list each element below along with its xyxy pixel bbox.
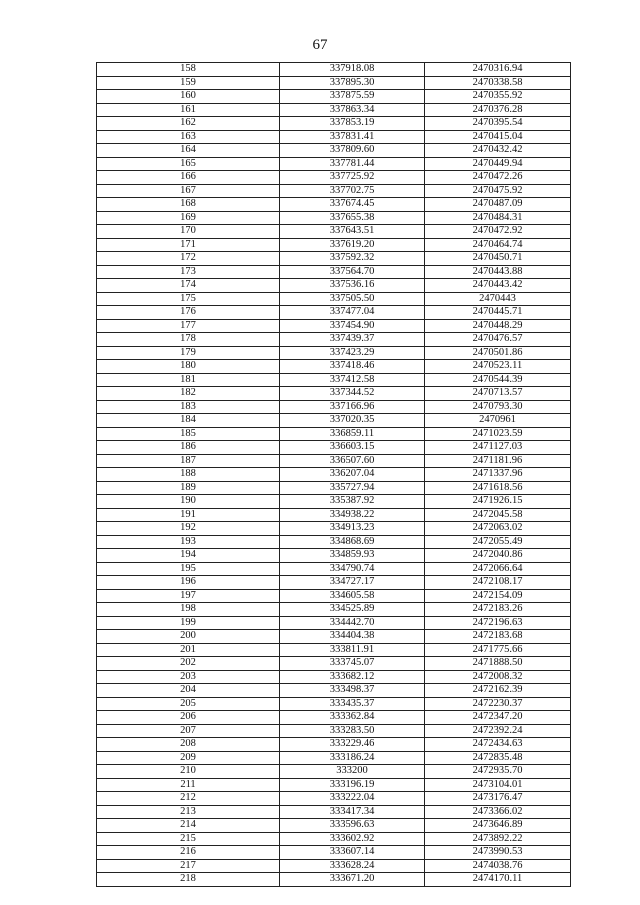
y-coordinate-cell: 2470415.04 [425,130,571,144]
y-coordinate-cell: 2471926.15 [425,495,571,509]
point-number-cell: 162 [97,117,280,131]
table-row [97,670,571,684]
table-row [97,333,571,347]
point-number-cell: 208 [97,738,280,752]
x-coordinate-cell: 337674.45 [280,198,425,212]
y-coordinate-cell: 2472347.20 [425,711,571,725]
point-number-cell: 202 [97,657,280,671]
table-row [97,360,571,374]
table-row [97,441,571,455]
y-coordinate-cell: 2472434.63 [425,738,571,752]
x-coordinate-cell: 337536.16 [280,279,425,293]
table-row [97,495,571,509]
y-coordinate-cell: 2474170.11 [425,873,571,887]
y-coordinate-cell: 2473366.02 [425,805,571,819]
table-row [97,265,571,279]
y-coordinate-cell: 2470501.86 [425,346,571,360]
x-coordinate-cell: 334913.23 [280,522,425,536]
x-coordinate-cell: 337725.92 [280,171,425,185]
x-coordinate-cell: 337781.44 [280,157,425,171]
point-number-cell: 206 [97,711,280,725]
y-coordinate-cell: 2470476.57 [425,333,571,347]
y-coordinate-cell: 2470376.28 [425,103,571,117]
table-row [97,198,571,212]
point-number-cell: 214 [97,819,280,833]
x-coordinate-cell: 336207.04 [280,468,425,482]
x-coordinate-cell: 334404.38 [280,630,425,644]
y-coordinate-cell: 2470448.29 [425,319,571,333]
table-row [97,225,571,239]
x-coordinate-cell: 337423.29 [280,346,425,360]
x-coordinate-cell: 334605.58 [280,589,425,603]
y-coordinate-cell: 2470472.92 [425,225,571,239]
y-coordinate-cell: 2471618.56 [425,481,571,495]
table-row [97,346,571,360]
x-coordinate-cell: 337592.32 [280,252,425,266]
x-coordinate-cell: 333682.12 [280,670,425,684]
y-coordinate-cell: 2473104.01 [425,778,571,792]
y-coordinate-cell: 2474038.76 [425,859,571,873]
point-number-cell: 198 [97,603,280,617]
y-coordinate-cell: 2471181.96 [425,454,571,468]
y-coordinate-cell: 2472040.86 [425,549,571,563]
point-number-cell: 201 [97,643,280,657]
table-row [97,751,571,765]
x-coordinate-cell: 337809.60 [280,144,425,158]
x-coordinate-cell: 337344.52 [280,387,425,401]
x-coordinate-cell: 337918.08 [280,63,425,77]
table-row [97,738,571,752]
point-number-cell: 217 [97,859,280,873]
table-row [97,832,571,846]
point-number-cell: 165 [97,157,280,171]
point-number-cell: 193 [97,535,280,549]
point-number-cell: 172 [97,252,280,266]
table-row [97,63,571,77]
point-number-cell: 174 [97,279,280,293]
table-row [97,117,571,131]
y-coordinate-cell: 2472183.68 [425,630,571,644]
x-coordinate-cell: 334727.17 [280,576,425,590]
y-coordinate-cell: 2470445.71 [425,306,571,320]
x-coordinate-cell: 333607.14 [280,846,425,860]
y-coordinate-cell: 2472055.49 [425,535,571,549]
point-number-cell: 211 [97,778,280,792]
point-number-cell: 168 [97,198,280,212]
point-number-cell: 178 [97,333,280,347]
y-coordinate-cell: 2470961 [425,414,571,428]
table-row [97,535,571,549]
y-coordinate-cell: 2470484.31 [425,211,571,225]
y-coordinate-cell: 2471127.03 [425,441,571,455]
point-number-cell: 159 [97,76,280,90]
table-row [97,211,571,225]
table-row [97,549,571,563]
y-coordinate-cell: 2471337.96 [425,468,571,482]
table-row [97,157,571,171]
table-row [97,805,571,819]
y-coordinate-cell: 2470713.57 [425,387,571,401]
point-number-cell: 182 [97,387,280,401]
table-row [97,427,571,441]
point-number-cell: 175 [97,292,280,306]
point-number-cell: 164 [97,144,280,158]
x-coordinate-cell: 333745.07 [280,657,425,671]
y-coordinate-cell: 2473646.89 [425,819,571,833]
table-row [97,373,571,387]
x-coordinate-cell: 337702.75 [280,184,425,198]
x-coordinate-cell: 334790.74 [280,562,425,576]
table-row [97,400,571,414]
table-row [97,508,571,522]
point-number-cell: 177 [97,319,280,333]
y-coordinate-cell: 2472154.09 [425,589,571,603]
point-number-cell: 213 [97,805,280,819]
table-row [97,576,571,590]
table-row [97,711,571,725]
point-number-cell: 158 [97,63,280,77]
point-number-cell: 215 [97,832,280,846]
x-coordinate-cell: 333435.37 [280,697,425,711]
y-coordinate-cell: 2472835.48 [425,751,571,765]
point-number-cell: 161 [97,103,280,117]
y-coordinate-cell: 2470355.92 [425,90,571,104]
table-row [97,306,571,320]
point-number-cell: 210 [97,765,280,779]
point-number-cell: 195 [97,562,280,576]
x-coordinate-cell: 333498.37 [280,684,425,698]
table-row [97,589,571,603]
x-coordinate-cell: 334938.22 [280,508,425,522]
y-coordinate-cell: 2470544.39 [425,373,571,387]
y-coordinate-cell: 2470443.88 [425,265,571,279]
y-coordinate-cell: 2470432.42 [425,144,571,158]
table-row [97,873,571,887]
x-coordinate-cell: 333628.24 [280,859,425,873]
y-coordinate-cell: 2472183.26 [425,603,571,617]
table-row [97,184,571,198]
y-coordinate-cell: 2470475.92 [425,184,571,198]
y-coordinate-cell: 2472392.24 [425,724,571,738]
x-coordinate-cell: 335727.94 [280,481,425,495]
table-row [97,238,571,252]
point-number-cell: 170 [97,225,280,239]
x-coordinate-cell: 334442.70 [280,616,425,630]
y-coordinate-cell: 2471888.50 [425,657,571,671]
x-coordinate-cell: 337454.90 [280,319,425,333]
point-number-cell: 163 [97,130,280,144]
x-coordinate-cell: 333602.92 [280,832,425,846]
point-number-cell: 186 [97,441,280,455]
x-coordinate-cell: 337418.46 [280,360,425,374]
point-number-cell: 171 [97,238,280,252]
x-coordinate-cell: 333196.19 [280,778,425,792]
point-number-cell: 197 [97,589,280,603]
y-coordinate-cell: 2471775.66 [425,643,571,657]
point-number-cell: 183 [97,400,280,414]
y-coordinate-cell: 2470316.94 [425,63,571,77]
x-coordinate-cell: 337439.37 [280,333,425,347]
y-coordinate-cell: 2472008.32 [425,670,571,684]
table-row [97,724,571,738]
point-number-cell: 167 [97,184,280,198]
point-number-cell: 204 [97,684,280,698]
x-coordinate-cell: 333417.34 [280,805,425,819]
y-coordinate-cell: 2470449.94 [425,157,571,171]
y-coordinate-cell: 2470395.54 [425,117,571,131]
point-number-cell: 218 [97,873,280,887]
y-coordinate-cell: 2473990.53 [425,846,571,860]
x-coordinate-cell: 333283.50 [280,724,425,738]
x-coordinate-cell: 337863.34 [280,103,425,117]
point-number-cell: 166 [97,171,280,185]
y-coordinate-cell: 2470464.74 [425,238,571,252]
point-number-cell: 196 [97,576,280,590]
x-coordinate-cell: 337619.20 [280,238,425,252]
x-coordinate-cell: 337564.70 [280,265,425,279]
table-row [97,819,571,833]
x-coordinate-cell: 337643.51 [280,225,425,239]
table-row [97,657,571,671]
y-coordinate-cell: 2472063.02 [425,522,571,536]
point-number-cell: 180 [97,360,280,374]
table-row [97,468,571,482]
table-row [97,387,571,401]
y-coordinate-cell: 2472066.64 [425,562,571,576]
x-coordinate-cell: 333200 [280,765,425,779]
table-row [97,454,571,468]
point-number-cell: 160 [97,90,280,104]
point-number-cell: 185 [97,427,280,441]
point-number-cell: 207 [97,724,280,738]
table-row [97,319,571,333]
x-coordinate-cell: 337020.35 [280,414,425,428]
point-number-cell: 169 [97,211,280,225]
x-coordinate-cell: 337831.41 [280,130,425,144]
x-coordinate-cell: 336603.15 [280,441,425,455]
table-row [97,90,571,104]
point-number-cell: 187 [97,454,280,468]
point-number-cell: 216 [97,846,280,860]
point-number-cell: 176 [97,306,280,320]
y-coordinate-cell: 2470443.42 [425,279,571,293]
table-row [97,481,571,495]
table-row [97,616,571,630]
point-number-cell: 194 [97,549,280,563]
point-number-cell: 179 [97,346,280,360]
table-row [97,684,571,698]
x-coordinate-cell: 337875.59 [280,90,425,104]
x-coordinate-cell: 334868.69 [280,535,425,549]
table-row [97,130,571,144]
table-row [97,103,571,117]
x-coordinate-cell: 333596.63 [280,819,425,833]
point-number-cell: 173 [97,265,280,279]
point-number-cell: 199 [97,616,280,630]
y-coordinate-cell: 2470487.09 [425,198,571,212]
x-coordinate-cell: 333229.46 [280,738,425,752]
table-row [97,279,571,293]
x-coordinate-cell: 337505.50 [280,292,425,306]
point-number-cell: 189 [97,481,280,495]
coordinates-table-body [97,63,571,887]
x-coordinate-cell: 337166.96 [280,400,425,414]
x-coordinate-cell: 337895.30 [280,76,425,90]
table-row [97,778,571,792]
table-row [97,562,571,576]
y-coordinate-cell: 2470523.11 [425,360,571,374]
x-coordinate-cell: 337477.04 [280,306,425,320]
x-coordinate-cell: 337655.38 [280,211,425,225]
x-coordinate-cell: 334525.89 [280,603,425,617]
table-row [97,643,571,657]
x-coordinate-cell: 333811.91 [280,643,425,657]
point-number-cell: 192 [97,522,280,536]
x-coordinate-cell: 336507.60 [280,454,425,468]
table-row [97,630,571,644]
table-row [97,252,571,266]
table-row [97,76,571,90]
coordinates-table [96,62,571,887]
y-coordinate-cell: 2470793.30 [425,400,571,414]
y-coordinate-cell: 2472108.17 [425,576,571,590]
point-number-cell: 184 [97,414,280,428]
y-coordinate-cell: 2473176.47 [425,792,571,806]
y-coordinate-cell: 2472196.63 [425,616,571,630]
point-number-cell: 200 [97,630,280,644]
table-row [97,414,571,428]
y-coordinate-cell: 2470472.26 [425,171,571,185]
y-coordinate-cell: 2472935.70 [425,765,571,779]
y-coordinate-cell: 2473892.22 [425,832,571,846]
table-row [97,792,571,806]
table-row [97,171,571,185]
point-number-cell: 205 [97,697,280,711]
table-row [97,292,571,306]
point-number-cell: 209 [97,751,280,765]
point-number-cell: 212 [97,792,280,806]
y-coordinate-cell: 2472045.58 [425,508,571,522]
x-coordinate-cell: 337412.58 [280,373,425,387]
y-coordinate-cell: 2472162.39 [425,684,571,698]
point-number-cell: 190 [97,495,280,509]
table-row [97,697,571,711]
x-coordinate-cell: 336859.11 [280,427,425,441]
x-coordinate-cell: 333362.84 [280,711,425,725]
x-coordinate-cell: 335387.92 [280,495,425,509]
x-coordinate-cell: 334859.93 [280,549,425,563]
y-coordinate-cell: 2470443 [425,292,571,306]
y-coordinate-cell: 2470450.71 [425,252,571,266]
table-row [97,846,571,860]
point-number-cell: 203 [97,670,280,684]
point-number-cell: 181 [97,373,280,387]
x-coordinate-cell: 333671.20 [280,873,425,887]
table-row [97,603,571,617]
table-row [97,144,571,158]
table-row [97,522,571,536]
page-number: 67 [312,37,328,53]
y-coordinate-cell: 2472230.37 [425,697,571,711]
x-coordinate-cell: 337853.19 [280,117,425,131]
table-row [97,765,571,779]
y-coordinate-cell: 2471023.59 [425,427,571,441]
x-coordinate-cell: 333186.24 [280,751,425,765]
point-number-cell: 188 [97,468,280,482]
table-row [97,859,571,873]
x-coordinate-cell: 333222.04 [280,792,425,806]
y-coordinate-cell: 2470338.58 [425,76,571,90]
point-number-cell: 191 [97,508,280,522]
